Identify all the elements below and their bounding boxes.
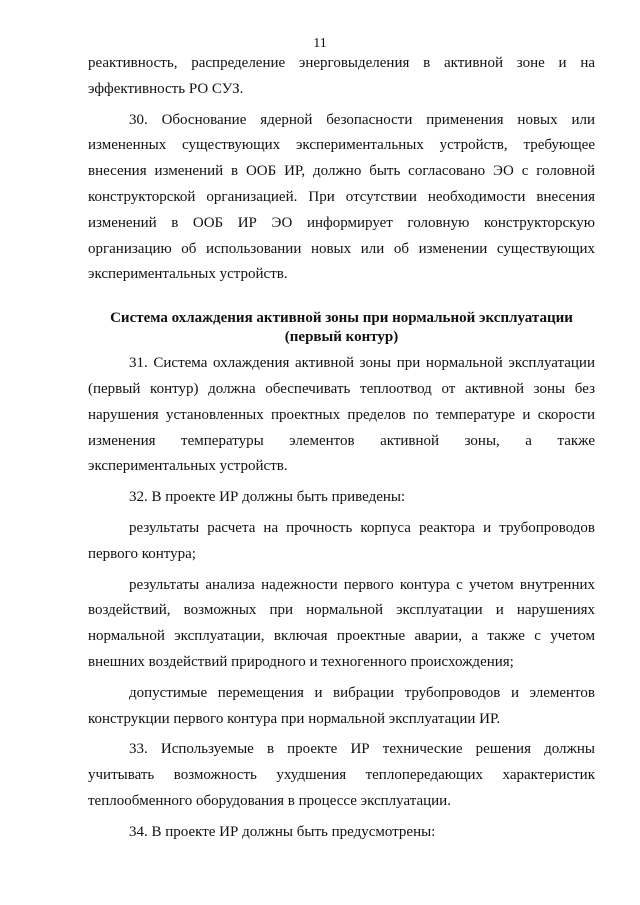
paragraph-34: 34. В проекте ИР должны быть предусмотрены: [129,823,436,840]
section-heading-line-2: (первый контур) [284,329,399,346]
paragraph-33: 33. Используемые в проекте ИР технические решения должны учитывать возможность ухудшения теплопередающих характеристик теплообменного оборудования в процессе эксплуатации. [88,741,595,809]
section-heading [88,309,595,347]
paragraph-32-item-3: допустимые перемещения и вибрации трубопроводов и элементов конструкции первого контура при нормальной эксплуатации ИР. [88,684,595,727]
page-number: 11 [313,36,327,51]
paragraph-31: 31. Система охлаждения активной зоны при нормальной эксплуатации (первый контур) должна обеспечивать теплоотвод от активной зоны без нарушения установленных проектных пределов по температуре и скорости изменения температуры элементов активной зоны, а также экспериментальных устройств. [88,355,595,475]
paragraph-32-item-2: результаты анализа надежности первого контура с учетом внутренних воздействий, возможных при нормальной эксплуатации и нарушениях нормальной эксплуатации, включая проектные аварии, а также с учетом внешних воздействий природного и техногенного происхождения; [88,576,595,670]
paragraph-continuation: реактивность, распределение энерговыделения в активной зоне и на эффективность РО СУЗ. [88,55,595,97]
document-body [88,51,595,846]
paragraph-32-item-1: результаты расчета на прочность корпуса реактора и трубопроводов первого контура; [88,519,595,562]
section-heading-line-1: Система охлаждения активной зоны при нормальной эксплуатации [110,310,573,327]
paragraph-32: 32. В проекте ИР должны быть приведены: [129,489,406,506]
paragraph-30: 30. Обоснование ядерной безопасности применения новых или измененных существующих экспериментальных устройств, требующее внесения изменений в ООБ ИР, должно быть согласовано ЭО с головной конструкторской организацией. При отсутствии необходимости внесения изменений в ООБ ИР ЭО информирует головную конструкторскую организацию об использовании новых или об изменении существующих экспериментальных устройств. [88,111,595,283]
